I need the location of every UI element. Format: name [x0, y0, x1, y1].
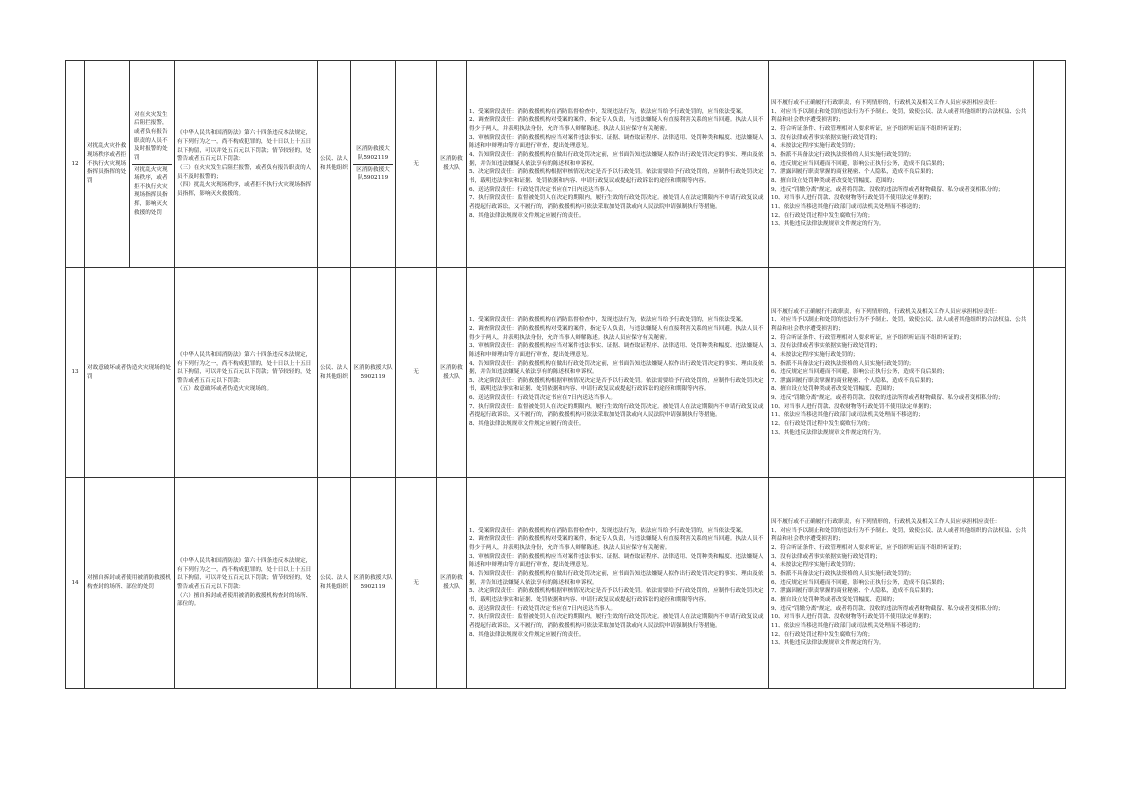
- legal-basis: 《中华人民共和国消防法》第六十四条违反本法规定，有下列行为之一，尚不构成犯罪的，处十日以上十五日以下拘留，可以并处五百元以下罚款；情节较轻的，处警告或者五百元以下罚款： （三）在火灾发生后阻拦报警，或者负有报告职责的人员不及时报警的； （四）扰乱火灾现场秩序，或者拒不执行火灾现场指挥员指挥，影响灭火救援的。: [175, 61, 318, 268]
- dept-cell: [351, 61, 396, 268]
- accountability: 因不履行或不正确履行行政职责，有下列情形的，行政机关及相关工作人员应承担相应责任： 1、对应当予以制止和处罚的违法行为不予制止、处罚，致使公民、法人或者其他组织的合法权益、公共利益和社会秩序遭受损害的； 2、符合听证条件、行政管理相对人要求听证，应予组织听证而不组织听证的； 3、没有法律或者事实依据实施行政处罚的； 4、未按法定程序实施行政处罚的； 5、指派不具备法定行政执法资格的人员实施行政处罚的； 6、违反规定应当回避而不回避，影响公正执行公务，造成不良后果的； 7、泄露因履行职责掌握的商业秘密、个人隐私，造成不良后果的； 8、擅自设立处罚种类或者改变处罚幅度、范围的； 9、违反"罚缴分离"规定，或者将罚款、没收的违法所得或者财物截留、私分或者变相私分的； 10、对当事人进行罚款、没收财物等行政处罚不使用法定单据的； 11、依法应当移送其他行政部门或司法机关处理而不移送的； 12、在行政处罚过程中发生腐败行为的； 13、其他违反法律法规规章文件规定的行为。: [769, 268, 1034, 478]
- legal-basis: 《中华人民共和国消防法》第六十四条违反本法规定，有下列行为之一，尚不构成犯罪的，处十日以上十五日以下拘留，可以并处五百元以下罚款；情节较轻的，处警告或者五百元以下罚款： （六）擅自拆封或者使用被消防救援机构查封的场所、部位的。: [175, 478, 318, 689]
- dept-1: 区消防救援大队5902119: [356, 146, 390, 161]
- dept: 区消防救援大队5902119: [351, 268, 396, 478]
- none-cell: 无: [396, 268, 437, 478]
- item-name: 对故意破坏或者伪造火灾现场的处罚: [85, 268, 175, 478]
- dept-2: 区消防救援大队5902119: [353, 164, 393, 184]
- legal-basis: 《中华人民共和国消防法》第六十四条违反本法规定，有下列行为之一，尚不构成犯罪的，处十日以上十五日以下拘留，可以并处五百元以下罚款；情节较轻的，处警告或者五百元以下罚款： （五）故意破坏或者伪造火灾现场的。: [175, 268, 318, 478]
- accountability: 因不履行或不正确履行行政职责，有下列情形的，行政机关及相关工作人员应承担相应责任： 1、对应当予以制止和处罚的违法行为不予制止、处罚，致使公民、法人或者其他组织的合法权益、公共利益和社会秩序遭受损害的； 2、符合听证条件、行政管理相对人要求听证，应予组织听证而不组织听证的； 3、没有法律或者事实依据实施行政处罚的； 4、未按法定程序实施行政处罚的； 5、指派不具备法定行政执法资格的人员实施行政处罚的； 6、违反规定应当回避而不回避，影响公正执行公务，造成不良后果的； 7、泄露因履行职责掌握的商业秘密、个人隐私，造成不良后果的； 8、擅自设立处罚种类或者改变处罚幅度、范围的； 9、违反"罚缴分离"规定，或者将罚款、没收的违法所得或者财物截留、私分或者变相私分的； 10、对当事人进行罚款、没收财物等行政处罚不使用法定单据的； 11、依法应当移送其他行政部门或司法机关处理而不移送的； 12、在行政处罚过程中发生腐败行为的； 13、其他违反法律法规规章文件规定的行为。: [769, 61, 1034, 268]
- item-name: 对扰乱火灾扑救现场秩序或者拒不执行火灾现场指挥员指挥的处罚: [85, 61, 130, 268]
- target: 公民、法人和其他组织: [318, 61, 351, 268]
- sub-item-cell: [130, 61, 175, 268]
- table-row: [66, 61, 1066, 268]
- target: 公民、法人和其他组织: [318, 478, 351, 689]
- subject: 区消防救援大队: [437, 268, 467, 478]
- duties: 1、受案阶段责任：消防救援机构在消防监督检查中，发现违法行为，依法应当给予行政处罚的，应当依法受案。 2、调查阶段责任：消防救援机构对受案的案件，指定专人负责，与违法嫌疑人有直接利害关系的应当回避。执法人员不得少于两人，并表明执法身份，允许当事人辩解陈述。执法人员应保守有关秘密。 3、审核阶段责任：消防救援机构应当对案件违法事实、证据、调查取证程序、法律适用、处罚种类和幅度、违法嫌疑人陈述和申辩理由等方面进行审查，提出处理意见。 4、告知阶段责任：消防救援机构在做出行政处罚决定前，应书面告知违法嫌疑人拟作出行政处罚决定的事实、理由及依据，并告知违法嫌疑人依法享有的陈述权和申诉权。 5、决定阶段责任：消防救援机构根据审核情况决定是否予以行政处罚。依法需要给予行政处罚的，应制作行政处罚决定书，载明违法事实和证据、处罚依据和内容、申请行政复议或提起行政诉讼的途径和期限等内容。 6、送达阶段责任：行政处罚决定书应在7日内送达当事人。 7、执行阶段责任：监督被处罚人在决定的期限内，履行生效的行政处罚决定。被处罚人在法定期限内不申请行政复议或者提起行政诉讼，又不履行的，消防救援机构可依法采取加处罚款或向人民法院申请强制执行等措施。 8、其他法律法规规章文件规定应履行的责任。: [467, 61, 769, 268]
- row-number: 14: [66, 478, 85, 689]
- duties: 1、受案阶段责任：消防救援机构在消防监督检查中，发现违法行为，依法应当给予行政处罚的，应当依法受案。 2、调查阶段责任：消防救援机构对受案的案件，指定专人负责，与违法嫌疑人有直接利害关系的应当回避。执法人员不得少于两人，并表明执法身份，允许当事人辩解陈述。执法人员应保守有关秘密。 3、审核阶段责任：消防救援机构应当对案件违法事实、证据、调查取证程序、法律适用、处罚种类和幅度、违法嫌疑人陈述和申辩理由等方面进行审查，提出处理意见。 4、告知阶段责任：消防救援机构在做出行政处罚决定前，应书面告知违法嫌疑人拟作出行政处罚决定的事实、理由及依据，并告知违法嫌疑人依法享有的陈述权和申诉权。 5、决定阶段责任：消防救援机构根据审核情况决定是否予以行政处罚。依法需要给予行政处罚的，应制作行政处罚决定书，载明违法事实和证据、处罚依据和内容、申请行政复议或提起行政诉讼的途径和期限等内容。 6、送达阶段责任：行政处罚决定书应在7日内送达当事人。 7、执行阶段责任：监督被处罚人在决定的期限内，履行生效的行政处罚决定。被处罚人在法定期限内不申请行政复议或者提起行政诉讼，又不履行的，消防救援机构可依法采取加处罚款或向人民法院申请强制执行等措施。 8、其他法律法规规章文件规定应履行的责任。: [467, 268, 769, 478]
- row-number: 13: [66, 268, 85, 478]
- subject: 区消防救援大队: [437, 478, 467, 689]
- remarks: [1034, 478, 1066, 689]
- accountability: 因不履行或不正确履行行政职责，有下列情形的，行政机关及相关工作人员应承担相应责任： 1、对应当予以制止和处罚的违法行为不予制止、处罚，致使公民、法人或者其他组织的合法权益、公共利益和社会秩序遭受损害的； 2、符合听证条件、行政管理相对人要求听证，应予组织听证而不组织听证的； 3、没有法律或者事实依据实施行政处罚的； 4、未按法定程序实施行政处罚的； 5、指派不具备法定行政执法资格的人员实施行政处罚的； 6、违反规定应当回避而不回避，影响公正执行公务，造成不良后果的； 7、泄露因履行职责掌握的商业秘密、个人隐私，造成不良后果的； 8、擅自设立处罚种类或者改变处罚幅度、范围的； 9、违反"罚缴分离"规定，或者将罚款、没收的违法所得或者财物截留、私分或者变相私分的； 10、对当事人进行罚款、没收财物等行政处罚不使用法定单据的； 11、依法应当移送其他行政部门或司法机关处理而不移送的； 12、在行政处罚过程中发生腐败行为的； 13、其他违反法律法规规章文件规定的行为。: [769, 478, 1034, 689]
- remarks: [1034, 61, 1066, 268]
- none-cell: 无: [396, 61, 437, 268]
- sub-item-2: 对扰乱火灾现场秩序，或者拒不执行火灾现场指挥员指挥，影响灭火救援的处罚: [132, 164, 172, 219]
- none-cell: 无: [396, 478, 437, 689]
- sub-item-1: 对在火灾发生后阻拦报警，或者负有报告职责的人员不及时报警的处罚: [134, 111, 168, 161]
- item-name: 对擅自拆封或者使用被消防救援机构查封的场所、部位的处罚: [85, 478, 175, 689]
- target: 公民、法人和其他组织: [318, 268, 351, 478]
- power-list-table: [65, 60, 1066, 689]
- table-row: [66, 268, 1066, 478]
- subject: 区消防救援大队: [437, 61, 467, 268]
- row-number: 12: [66, 61, 85, 268]
- table-row: [66, 478, 1066, 689]
- duties: 1、受案阶段责任：消防救援机构在消防监督检查中，发现违法行为，依法应当给予行政处罚的，应当依法受案。 2、调查阶段责任：消防救援机构对受案的案件，指定专人负责，与违法嫌疑人有直接利害关系的应当回避。执法人员不得少于两人，并表明执法身份，允许当事人辩解陈述。执法人员应保守有关秘密。 3、审核阶段责任：消防救援机构应当对案件违法事实、证据、调查取证程序、法律适用、处罚种类和幅度、违法嫌疑人陈述和申辩理由等方面进行审查，提出处理意见。 4、告知阶段责任：消防救援机构在做出行政处罚决定前，应书面告知违法嫌疑人拟作出行政处罚决定的事实、理由及依据，并告知违法嫌疑人依法享有的陈述权和申诉权。 5、决定阶段责任：消防救援机构根据审核情况决定是否予以行政处罚。依法需要给予行政处罚的，应制作行政处罚决定书，载明违法事实和证据、处罚依据和内容、申请行政复议或提起行政诉讼的途径和期限等内容。 6、送达阶段责任：行政处罚决定书应在7日内送达当事人。 7、执行阶段责任：监督被处罚人在决定的期限内，履行生效的行政处罚决定。被处罚人在法定期限内不申请行政复议或者提起行政诉讼，又不履行的，消防救援机构可依法采取加处罚款或向人民法院申请强制执行等措施。 8、其他法律法规规章文件规定应履行的责任。: [467, 478, 769, 689]
- dept: 区消防救援大队5902119: [351, 478, 396, 689]
- remarks: [1034, 268, 1066, 478]
